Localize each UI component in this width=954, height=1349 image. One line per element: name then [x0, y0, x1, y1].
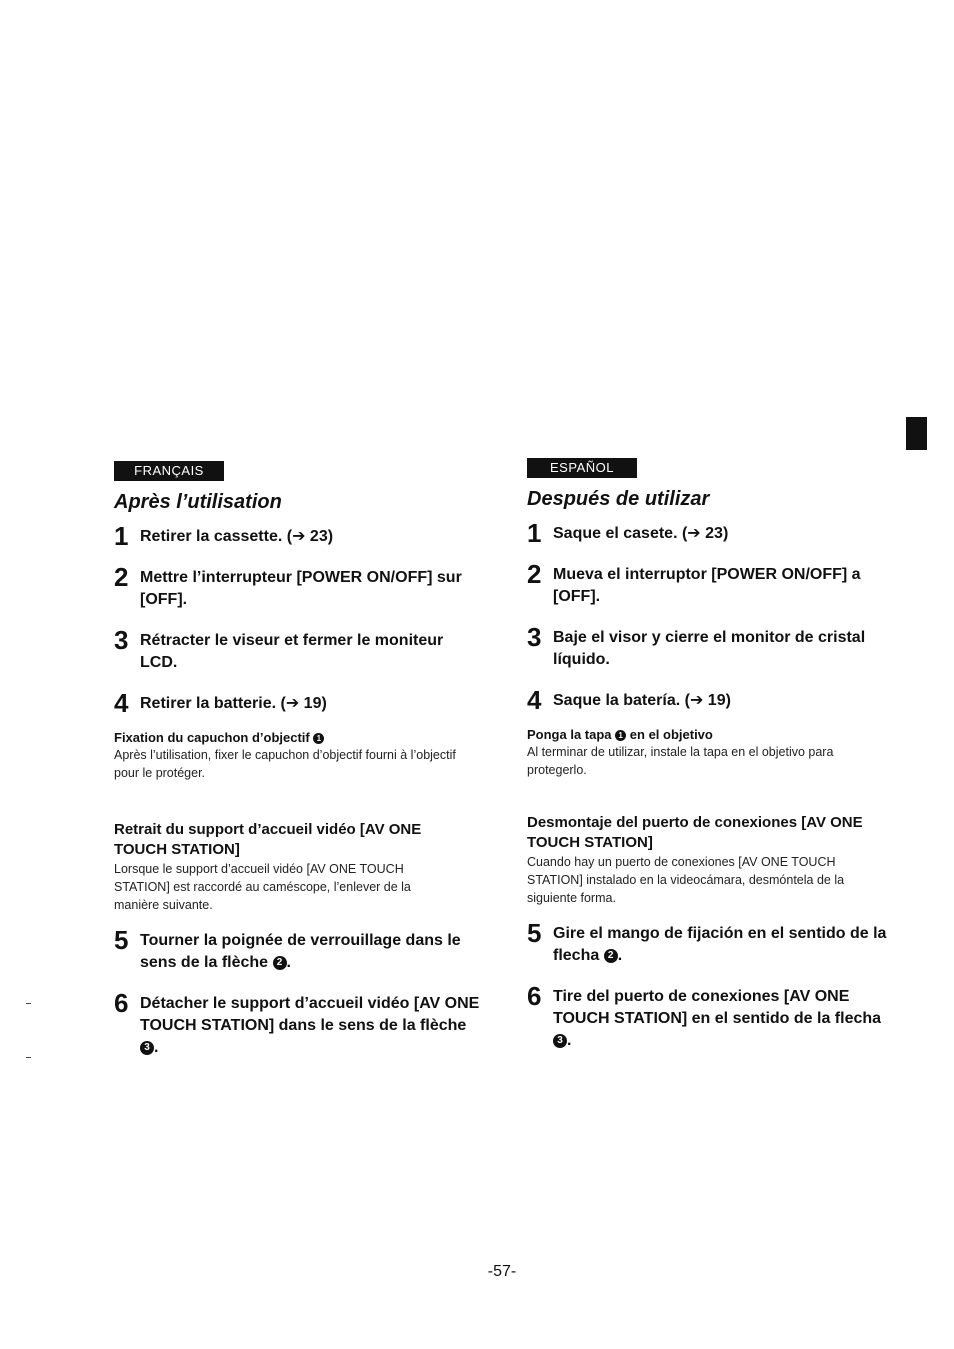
- step-number: 5: [527, 918, 542, 948]
- note-heading: Retrait du support d’accueil vidéo [AV ONE TOUCH STATION]: [114, 821, 422, 858]
- page-number: -57-: [487, 1263, 517, 1280]
- note-heading: [527, 726, 897, 743]
- callout-marker: 1: [615, 730, 626, 741]
- callout-marker: 1: [313, 733, 324, 744]
- step-number: 5: [114, 925, 129, 955]
- step-item: 6 Détacher le support d’accueil vidéo [AV ONE TOUCH STATION] dans le sens de la flèche 3 .: [114, 988, 480, 1056]
- step-text: Tourner la poignée de verrouillage dans le sens de la flèche: [140, 932, 461, 971]
- note-body: Lorsque le support d’accueil vidéo [AV ONE TOUCH STATION] est raccordé au caméscope, l’enlever de la manière suivante.: [114, 862, 411, 912]
- language-tab-french: FRANÇAIS: [114, 461, 224, 481]
- section-title: Después de utilizar: [527, 488, 710, 510]
- note-heading: [114, 729, 484, 746]
- step-item: 6 Tire del puerto de conexiones [AV ONE TOUCH STATION] en el sentido de la flecha 3 .: [527, 981, 882, 1049]
- step-item: [114, 625, 484, 674]
- step-text: Saque la batería. (➔ 19): [553, 692, 731, 709]
- note-heading: Desmontaje del puerto de conexiones [AV ONE TOUCH STATION]: [527, 814, 863, 851]
- step-number: 2: [527, 559, 542, 589]
- step-item: [114, 562, 484, 611]
- step-number: 6: [527, 981, 542, 1011]
- spanish-column: [527, 458, 897, 1071]
- step-text: Baje el visor y cierre el monitor de cristal líquido.: [553, 629, 866, 668]
- note-heading-text: Ponga la tapa: [527, 727, 612, 742]
- step-number: 2: [114, 562, 129, 592]
- step-number: 4: [527, 685, 542, 715]
- step-text: Détacher le support d’accueil vidéo [AV ONE TOUCH STATION] dans le sens de la flèche: [140, 995, 480, 1034]
- section-thumb-tab: [906, 417, 927, 450]
- step-number: 3: [114, 625, 129, 655]
- note-heading-text: en el objetivo: [629, 727, 713, 742]
- step-item: [527, 559, 897, 608]
- step-number: 3: [527, 622, 542, 652]
- step-item: [527, 518, 897, 548]
- step-number: 1: [527, 518, 542, 548]
- step-text: Tire del puerto de conexiones [AV ONE TOUCH STATION] en el sentido de la flecha: [553, 988, 882, 1027]
- callout-marker: 3: [553, 1034, 567, 1048]
- callout-marker: 2: [273, 956, 287, 970]
- step-text: Rétracter le viseur et fermer le moniteur LCD.: [140, 632, 444, 671]
- step-number: 4: [114, 688, 129, 718]
- step-text: Mueva el interruptor [POWER ON/OFF] a [OFF].: [553, 566, 861, 605]
- callout-marker: 3: [140, 1041, 154, 1055]
- step-item: 5 Gire el mango de fijación en el sentido de la flecha 2 .: [527, 918, 887, 964]
- note-body: Après l’utilisation, fixer le capuchon d’objectif fourni à l’objectif pour le protéger.: [114, 748, 456, 780]
- french-column: [114, 461, 484, 1078]
- step-text: Mettre l’interrupteur [POWER ON/OFF] sur [OFF].: [140, 569, 462, 608]
- note-body: Cuando hay un puerto de conexiones [AV ONE TOUCH STATION] instalado en la videocámara, desmóntela de la siguiente forma.: [527, 855, 845, 905]
- language-tab-spanish: ESPAÑOL: [527, 458, 637, 478]
- margin-mark: [26, 1003, 31, 1004]
- step-text: Gire el mango de fijación en el sentido de la flecha: [553, 925, 887, 964]
- step-item: [114, 688, 484, 718]
- section-title: Après l’utilisation: [114, 491, 282, 513]
- note-heading-text: Fixation du capuchon d’objectif: [114, 730, 310, 745]
- step-number: 1: [114, 521, 129, 551]
- step-text: Retirer la cassette. (➔ 23): [140, 528, 334, 545]
- step-number: 6: [114, 988, 129, 1018]
- step-item: [527, 622, 897, 671]
- step-item: [114, 521, 484, 551]
- note-body: Al terminar de utilizar, instale la tapa en el objetivo para protegerlo.: [527, 745, 834, 777]
- margin-mark: [26, 1057, 31, 1058]
- step-text: Retirer la batterie. (➔ 19): [140, 695, 327, 712]
- callout-marker: 2: [604, 949, 618, 963]
- step-item: [527, 685, 897, 715]
- step-text: Saque el casete. (➔ 23): [553, 525, 729, 542]
- step-item: 5 Tourner la poignée de verrouillage dans le sens de la flèche 2 .: [114, 925, 461, 971]
